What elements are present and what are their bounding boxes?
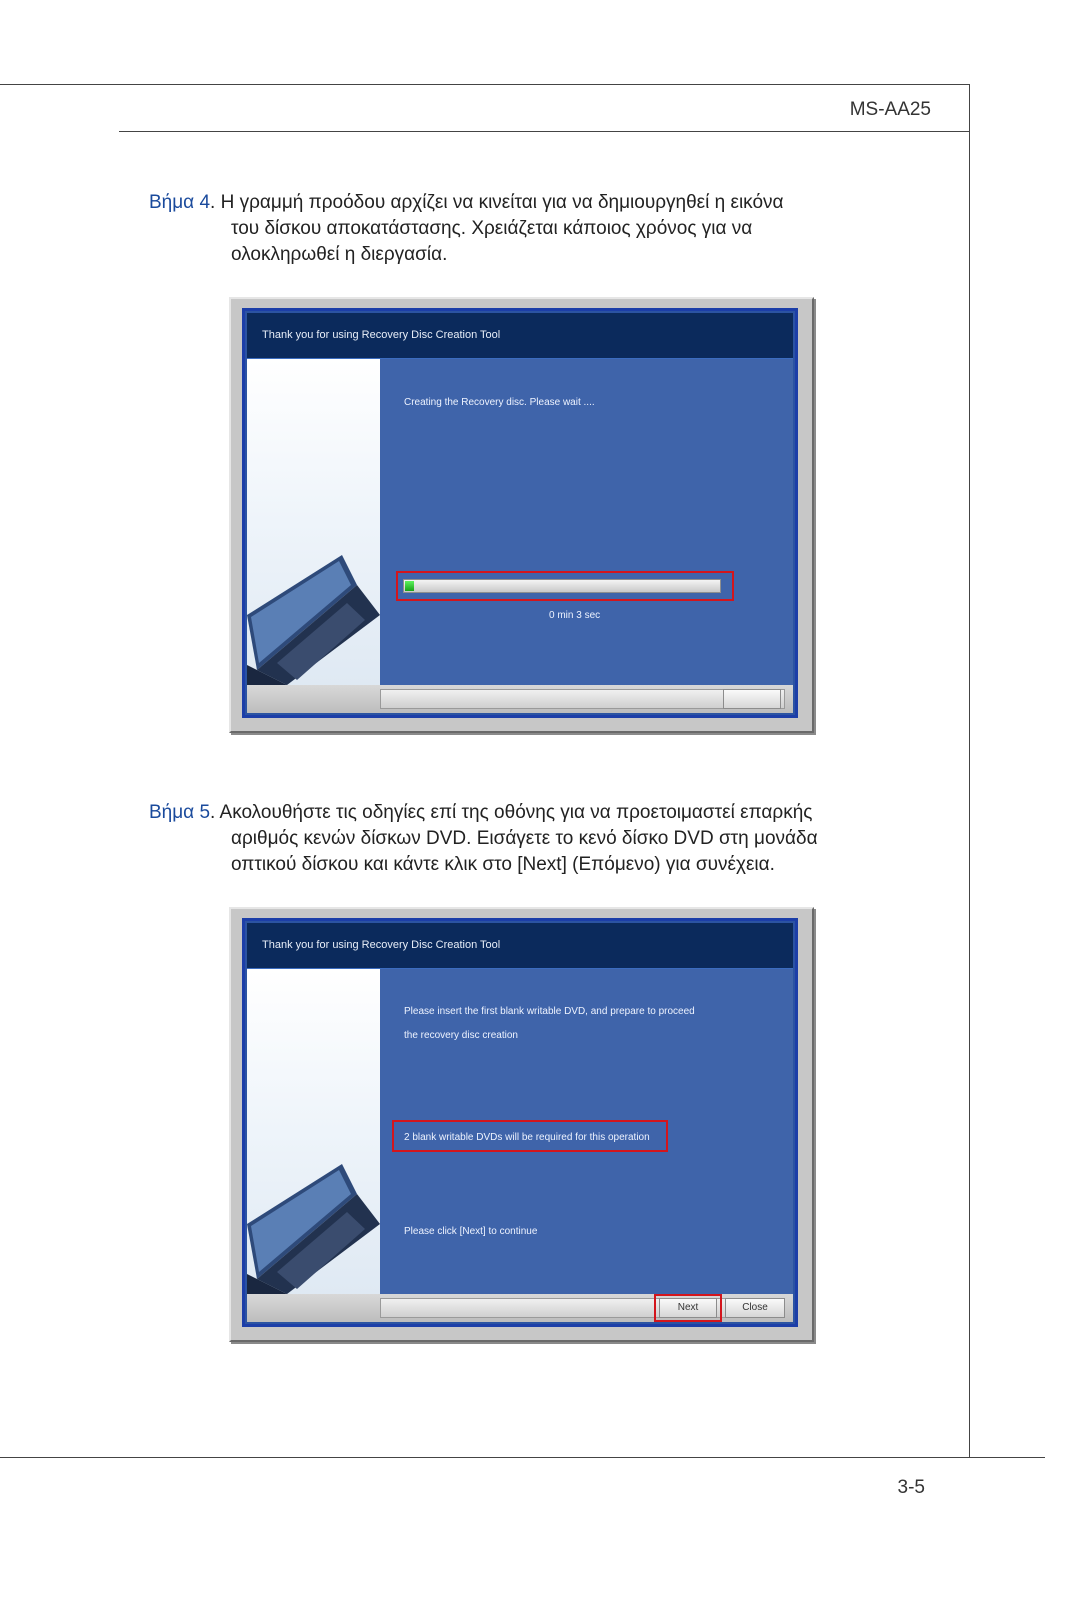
screenshot-insert-dvd	[229, 907, 814, 1342]
step-4-label: Βήμα 4	[149, 192, 211, 213]
recovery-dialog-window	[242, 308, 798, 718]
step-5-line2: αριθμός κενών δίσκων DVD. Εισάγετε το κενό δίσκο DVD στη μονάδα	[231, 828, 818, 849]
header-rule	[0, 84, 970, 85]
header-rule-inner	[119, 131, 970, 132]
dialog-content-2	[380, 969, 793, 1294]
step-5	[149, 800, 909, 878]
footer-rule	[0, 1457, 1045, 1458]
step-4-line1: . Η γραμμή προόδου αρχίζει να κινείται για να δημιουργηθεί η εικόνα	[210, 192, 784, 213]
margin-rule	[969, 84, 970, 1458]
step-5-line1: . Ακολουθήστε τις οδηγίες επί της οθόνης για να προετοιμαστεί επαρκής	[210, 802, 813, 823]
side-image	[247, 359, 380, 685]
progress-bar	[403, 579, 721, 593]
laptop-image-2	[247, 1154, 380, 1294]
step-4-line2: του δίσκου αποκατάστασης. Χρειάζεται κάποιος χρόνος για να	[231, 218, 753, 239]
dialog-titlebar	[247, 313, 793, 359]
dialog-title-2: Thank you for using Recovery Disc Creation Tool	[262, 939, 501, 951]
dialog-content	[380, 359, 793, 685]
disabled-button[interactable]	[723, 689, 781, 709]
model-name: MS-AA25	[849, 99, 931, 120]
step-5-label: Βήμα 5	[149, 802, 211, 823]
step-4-line3: ολοκληρωθεί η διεργασία.	[231, 244, 448, 265]
recovery-dialog-window-2	[242, 918, 798, 1327]
step-4	[149, 190, 909, 268]
side-image-2	[247, 969, 380, 1294]
step-5-line3: οπτικού δίσκου και κάντε κλικ στο [Next] (Επόμενο) για συνέχεια.	[231, 854, 775, 875]
screenshot-progress	[229, 297, 814, 733]
elapsed-time: 0 min 3 sec	[549, 610, 601, 621]
instruction-line2: the recovery disc creation	[404, 1030, 518, 1041]
requirement-text: 2 blank writable DVDs will be required for this operation	[404, 1132, 650, 1143]
laptop-image	[247, 545, 380, 685]
progress-fill	[405, 581, 414, 591]
next-button[interactable]: Next	[659, 1298, 717, 1318]
dialog-button-bar	[247, 685, 793, 713]
dialog-titlebar-2	[247, 923, 793, 969]
dialog-button-bar-2	[247, 1294, 793, 1322]
status-message: Creating the Recovery disc. Please wait ....	[404, 397, 595, 408]
instruction-line1: Please insert the first blank writable DVD, and prepare to proceed	[404, 1006, 695, 1017]
continue-instruction: Please click [Next] to continue	[404, 1226, 538, 1237]
close-button[interactable]: Close	[725, 1298, 785, 1318]
dialog-title: Thank you for using Recovery Disc Creation Tool	[262, 329, 501, 341]
page-number: 3-5	[897, 1477, 925, 1498]
